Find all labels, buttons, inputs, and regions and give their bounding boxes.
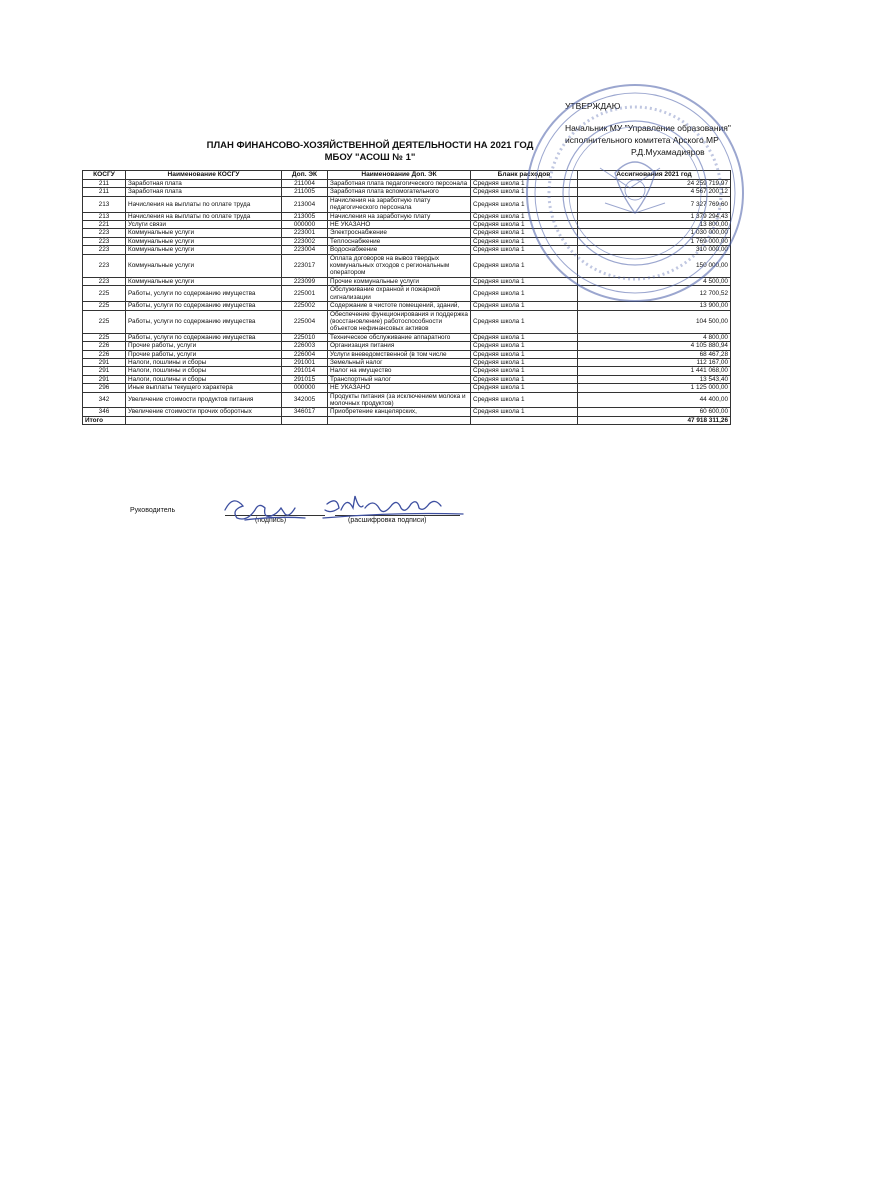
cell-amount: 12 700,52 [578, 286, 731, 302]
cell-ek: 225010 [282, 333, 328, 341]
table-row [83, 180, 731, 188]
cell-blank: Средняя школа 1 [471, 367, 578, 375]
signature-line [225, 515, 325, 516]
cell-blank: Средняя школа 1 [471, 188, 578, 196]
cell-blank: Средняя школа 1 [471, 246, 578, 254]
approve-heading: УТВЕРЖДАЮ [565, 101, 621, 111]
cell-ek: 291015 [282, 375, 328, 383]
cell-amount: 112 167,00 [578, 358, 731, 366]
cell-ek: 213005 [282, 212, 328, 220]
cell-amount: 1 125 000,00 [578, 384, 731, 392]
header-amount: Ассигнования 2021 год [578, 171, 731, 180]
organization-name: МБОУ "АСОШ № 1" [324, 152, 416, 163]
cell-ek-name: Техническое обслуживание аппаратного [328, 333, 471, 341]
cell-ek: 291001 [282, 358, 328, 366]
cell-ek-name: Оплата договоров на вывоз твердых коммунальных отходов с региональным оператором [328, 254, 471, 277]
cell-kosgu-name: Работы, услуги по содержанию имущества [126, 286, 282, 302]
cell-amount: 4 800,00 [578, 333, 731, 341]
table-row [83, 188, 731, 196]
table-row [83, 229, 731, 237]
cell-blank: Средняя школа 1 [471, 212, 578, 220]
cell-kosgu: 223 [83, 229, 126, 237]
cell-ek-name: НЕ УКАЗАНО [328, 221, 471, 229]
cell-ek: 213004 [282, 196, 328, 212]
cell-kosgu: 211 [83, 180, 126, 188]
table-row [83, 246, 731, 254]
cell-kosgu: 221 [83, 221, 126, 229]
table-row [83, 342, 731, 350]
table-row [83, 254, 731, 277]
table-row [83, 286, 731, 302]
cell-amount: 104 500,00 [578, 310, 731, 333]
cell-kosgu: 225 [83, 286, 126, 302]
cell-blank: Средняя школа 1 [471, 358, 578, 366]
cell-kosgu-name: Коммунальные услуги [126, 246, 282, 254]
cell-kosgu-name: Начисления на выплаты по оплате труда [126, 196, 282, 212]
cell-ek-name: Начисления на заработную плату педагогического персонала [328, 196, 471, 212]
cell-amount: 310 000,00 [578, 246, 731, 254]
cell-ek: 000000 [282, 384, 328, 392]
cell-amount: 1 769 000,00 [578, 237, 731, 245]
table-row [83, 350, 731, 358]
cell-kosgu: 296 [83, 384, 126, 392]
table-row [83, 277, 731, 285]
cell-ek: 211005 [282, 188, 328, 196]
cell-ek-name: Приобретение канцелярских, [328, 408, 471, 416]
cell-kosgu: 226 [83, 342, 126, 350]
cell-ek: 223004 [282, 246, 328, 254]
table-row [83, 310, 731, 333]
cell-kosgu-name: Работы, услуги по содержанию имущества [126, 333, 282, 341]
cell-amount: 1 030 000,00 [578, 229, 731, 237]
cell-kosgu: 211 [83, 188, 126, 196]
cell-blank: Средняя школа 1 [471, 333, 578, 341]
approver-position-line2: исполнительного комитета Арского МР [565, 135, 719, 145]
header-kosgu-name: Наименование КОСГУ [126, 171, 282, 180]
cell-ek: 226003 [282, 342, 328, 350]
cell-blank: Средняя школа 1 [471, 302, 578, 310]
cell-kosgu: 291 [83, 375, 126, 383]
cell-ek-name: Электроснабжение [328, 229, 471, 237]
cell-blank: Средняя школа 1 [471, 310, 578, 333]
cell-ek-name: Теплоснабжение [328, 237, 471, 245]
table-row [83, 375, 731, 383]
cell-kosgu-name: Услуги связи [126, 221, 282, 229]
cell-kosgu: 225 [83, 333, 126, 341]
cell-kosgu-name: Прочие работы, услуги [126, 342, 282, 350]
table-row [83, 196, 731, 212]
cell-amount: 13 800,00 [578, 221, 731, 229]
table-row [83, 367, 731, 375]
cell-kosgu-name: Налоги, пошлины и сборы [126, 367, 282, 375]
total-label: Итого [83, 416, 126, 424]
cell-kosgu: 223 [83, 254, 126, 277]
table-row [83, 333, 731, 341]
cell-amount: 68 467,28 [578, 350, 731, 358]
cell-kosgu: 342 [83, 392, 126, 408]
signature-row [130, 507, 530, 537]
cell-kosgu: 213 [83, 212, 126, 220]
header-kosgu: КОСГУ [83, 171, 126, 180]
cell-ek: 211004 [282, 180, 328, 188]
cell-amount: 4 105 880,94 [578, 342, 731, 350]
cell-amount: 13 900,00 [578, 302, 731, 310]
cell-kosgu: 226 [83, 350, 126, 358]
cell-ek: 342005 [282, 392, 328, 408]
cell-kosgu-name: Прочие работы, услуги [126, 350, 282, 358]
cell-ek-name: НЕ УКАЗАНО [328, 384, 471, 392]
table-row [83, 392, 731, 408]
cell-kosgu-name: Коммунальные услуги [126, 229, 282, 237]
signature-caption: (подпись) [255, 517, 287, 524]
table-row [83, 237, 731, 245]
cell-ek-name: Заработная плата вспомогательного [328, 188, 471, 196]
cell-kosgu-name: Иные выплаты текущего характера [126, 384, 282, 392]
cell-kosgu-name: Увеличение стоимости прочих оборотных [126, 408, 282, 416]
cell-ek-name: Водоснабжение [328, 246, 471, 254]
cell-ek: 223017 [282, 254, 328, 277]
cell-amount: 150 000,00 [578, 254, 731, 277]
cell-kosgu-name: Работы, услуги по содержанию имущества [126, 310, 282, 333]
cell-ek-name: Содержание в чистоте помещений, зданий, [328, 302, 471, 310]
cell-ek: 225004 [282, 310, 328, 333]
cell-amount: 4 500,00 [578, 277, 731, 285]
table-header-row [83, 171, 731, 180]
cell-kosgu-name: Налоги, пошлины и сборы [126, 375, 282, 383]
cell-kosgu: 225 [83, 310, 126, 333]
cell-amount: 44 400,00 [578, 392, 731, 408]
cell-kosgu-name: Коммунальные услуги [126, 237, 282, 245]
cell-ek-name: Налог на имущество [328, 367, 471, 375]
cell-ek-name: Прочие коммунальные услуги [328, 277, 471, 285]
cell-ek-name: Заработная плата педагогического персонала [328, 180, 471, 188]
head-label: Руководитель [130, 507, 176, 514]
table-row [83, 384, 731, 392]
cell-ek: 223099 [282, 277, 328, 285]
cell-ek: 000000 [282, 221, 328, 229]
cell-blank: Средняя школа 1 [471, 277, 578, 285]
cell-amount: 24 259 719,97 [578, 180, 731, 188]
table-row [83, 212, 731, 220]
cell-kosgu: 213 [83, 196, 126, 212]
cell-kosgu: 291 [83, 358, 126, 366]
cell-ek: 225002 [282, 302, 328, 310]
cell-blank: Средняя школа 1 [471, 286, 578, 302]
cell-amount: 1 441 068,00 [578, 367, 731, 375]
cell-kosgu: 223 [83, 246, 126, 254]
cell-amount: 4 567 200,12 [578, 188, 731, 196]
table-body [83, 180, 731, 417]
cell-kosgu: 223 [83, 237, 126, 245]
cell-blank: Средняя школа 1 [471, 221, 578, 229]
header-blank: Бланк расходов [471, 171, 578, 180]
cell-blank: Средняя школа 1 [471, 254, 578, 277]
cell-kosgu-name: Коммунальные услуги [126, 277, 282, 285]
cell-ek-name: Обеспечение функционирования и поддержка (восстановление) работоспособности объектов нефинансовых активов [328, 310, 471, 333]
cell-ek: 226004 [282, 350, 328, 358]
cell-ek: 225001 [282, 286, 328, 302]
cell-kosgu-name: Налоги, пошлины и сборы [126, 358, 282, 366]
cell-kosgu-name: Заработная плата [126, 188, 282, 196]
cell-ek-name: Услуги вневедомственной (в том числе [328, 350, 471, 358]
cell-kosgu: 225 [83, 302, 126, 310]
cell-kosgu: 346 [83, 408, 126, 416]
cell-blank: Средняя школа 1 [471, 342, 578, 350]
approver-position-line1: Начальник МУ "Управление образования" [565, 123, 731, 133]
cell-blank: Средняя школа 1 [471, 180, 578, 188]
cell-amount: 13 543,40 [578, 375, 731, 383]
total-row [83, 416, 731, 424]
table-row [83, 221, 731, 229]
cell-blank: Средняя школа 1 [471, 237, 578, 245]
cell-ek-name: Начисления на заработную плату [328, 212, 471, 220]
cell-ek: 346017 [282, 408, 328, 416]
cell-amount: 1 379 294,43 [578, 212, 731, 220]
cell-ek: 223002 [282, 237, 328, 245]
table-row [83, 302, 731, 310]
cell-ek: 223001 [282, 229, 328, 237]
decoding-line [335, 515, 460, 516]
cell-kosgu-name: Заработная плата [126, 180, 282, 188]
cell-kosgu-name: Коммунальные услуги [126, 254, 282, 277]
total-amount: 47 918 311,26 [578, 416, 731, 424]
cell-blank: Средняя школа 1 [471, 375, 578, 383]
cell-blank: Средняя школа 1 [471, 408, 578, 416]
table-row [83, 358, 731, 366]
cell-kosgu-name: Начисления на выплаты по оплате труда [126, 212, 282, 220]
cell-blank: Средняя школа 1 [471, 196, 578, 212]
cell-ek-name: Продукты питания (за исключением молока и молочных продуктов) [328, 392, 471, 408]
document-title: ПЛАН ФИНАНСОВО-ХОЗЯЙСТВЕННОЙ ДЕЯТЕЛЬНОСТИ НА 2021 ГОД [206, 140, 534, 151]
cell-ek-name: Организация питания [328, 342, 471, 350]
cell-ek-name: Обслуживание охранной и пожарной сигнализации [328, 286, 471, 302]
header-ek: Доп. ЭК [282, 171, 328, 180]
cell-kosgu: 223 [83, 277, 126, 285]
cell-ek: 291014 [282, 367, 328, 375]
header-ek-name: Наименование Доп. ЭК [328, 171, 471, 180]
table-row [83, 408, 731, 416]
approver-name: Р.Д.Мухамадияров [631, 147, 705, 157]
cell-blank: Средняя школа 1 [471, 350, 578, 358]
cell-kosgu-name: Увеличение стоимости продуктов питания [126, 392, 282, 408]
cell-blank: Средняя школа 1 [471, 392, 578, 408]
cell-kosgu-name: Работы, услуги по содержанию имущества [126, 302, 282, 310]
cell-kosgu: 291 [83, 367, 126, 375]
cell-blank: Средняя школа 1 [471, 229, 578, 237]
decoding-caption: (расшифровка подписи) [348, 517, 427, 524]
cell-ek-name: Транспортный налог [328, 375, 471, 383]
cell-blank: Средняя школа 1 [471, 384, 578, 392]
cell-ek-name: Земельный налог [328, 358, 471, 366]
cell-amount: 60 600,00 [578, 408, 731, 416]
cell-amount: 7 327 769,60 [578, 196, 731, 212]
finance-plan-table [82, 170, 731, 425]
